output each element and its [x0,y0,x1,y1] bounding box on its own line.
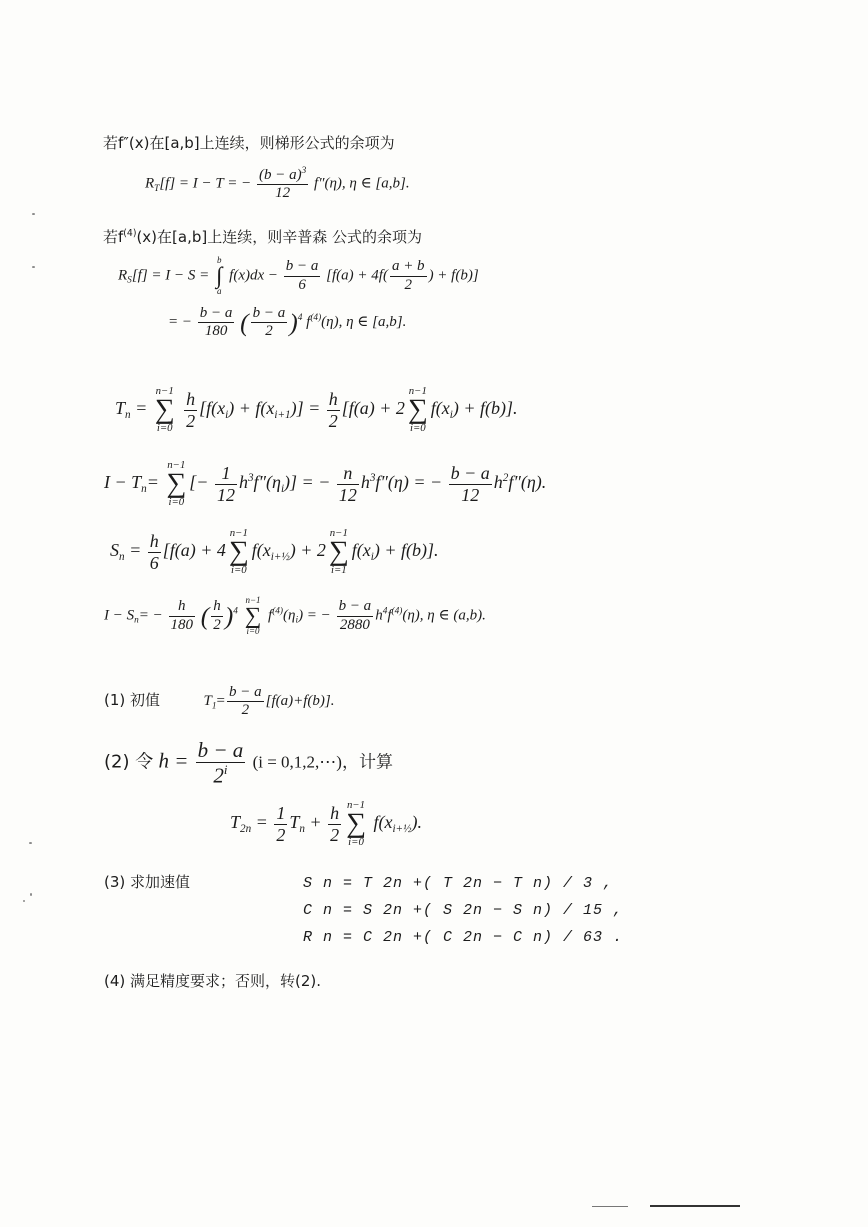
fraction-denominator: 2 [265,323,273,340]
integral-lower: a [216,286,222,297]
fraction-denominator: 2 [241,702,250,719]
intro-text: 若f [103,228,124,247]
formula-text: h [360,472,370,493]
superscript: (4) [391,606,403,617]
formula-symbol: T [115,398,126,419]
step-1 [104,684,335,720]
fraction-numerator: b − a [284,258,321,276]
fraction [148,531,161,573]
formula-text: f(x [251,540,271,561]
superscript: 4 [297,313,303,324]
formula-text: f″(η [253,472,281,493]
formula-text: [− [189,472,209,493]
fraction-numerator: h [169,598,196,616]
formula-symbol: I − T [104,472,142,493]
step-3-line-2: C n = S 2n +( S 2n − S n) / 15 , [303,902,624,919]
fraction-numerator: b − a [198,305,235,323]
formula-text: = − [138,607,163,624]
step-3-line-1: S n = T 2n +( T 2n − T n) / 3 , [303,875,614,892]
fraction-denominator: 2880 [339,616,370,633]
fraction-denominator: 12 [275,185,291,202]
fraction [211,598,223,634]
fraction [169,598,196,634]
step-2-label: (2) 令 [104,751,154,773]
fraction-numerator: h [211,598,223,616]
sum-upper: n−1 [229,527,248,539]
superscript: 4 [382,606,388,617]
sum-lower: i=0 [168,496,185,509]
summation-sign: n−1 ∑ i=0 [407,385,428,435]
fraction-denominator: 2 [276,824,286,845]
formula-text: T [289,812,300,833]
sum-upper: n−1 [346,799,366,811]
sum-upper: n−1 [329,527,348,539]
fraction [284,258,321,294]
formula-text: (η [283,607,296,624]
formula-text: h [493,472,503,493]
formula-text: [f] = I − S = [131,267,214,284]
formula-symbol: R [145,175,155,192]
formula-text: [f(x [199,398,226,419]
superscript: 2 [502,471,509,484]
scan-edge-mark [650,1205,740,1207]
scan-speck [29,842,32,844]
formula-text: = [129,540,142,561]
formula-text: = [216,693,225,710]
step-1-label: (1) 初值 [104,691,161,710]
formula-subscript: n [299,823,305,836]
step-2 [104,738,393,788]
formula-text: f(x [373,812,393,833]
summation-sign: n−1 ∑ i=0 [244,595,262,637]
step-4: (4) 满足精度要求；否则，转(2). [104,972,322,990]
step-3-line-3: R n = C 2n +( C 2n − C n) / 63 . [303,929,624,946]
formula-text: (η), η ∈ (a,b). [402,607,486,624]
sum-lower: i=0 [348,836,364,849]
summation-sign: n−1 ∑ i=0 [346,799,366,849]
formula-text: [f(a) + 4f( [326,267,388,284]
formula-text: [f(a) + 2 [341,398,405,419]
summation-sign: n−1 ∑ i=1 [328,527,349,577]
formula-symbol: T [203,693,212,710]
formula-subscript: i+½ [392,823,412,836]
fraction [327,389,340,431]
formula-subscript: n [134,615,139,626]
formula-text: )] = − [284,472,331,493]
superscript: 3 [369,471,376,484]
superscript: (4) [310,313,322,324]
fraction-denominator: 2 [186,410,196,431]
formula-text: f(x)dx − [229,267,279,284]
formula-text: = [135,398,148,419]
sum-upper: n−1 [167,459,186,471]
summation-sign: n−1 ∑ i=0 [228,527,249,577]
trapezoid-error-formula [104,460,546,508]
formula-subscript: S [127,275,132,286]
fraction [337,598,374,634]
fraction-numerator: (b − a) [259,167,302,184]
formula-text: f(x [430,398,450,419]
integral-sign: b ∫ a [216,255,223,297]
fraction-numerator: h [186,388,196,409]
fraction-numerator: n [337,463,359,485]
simpson-remainder-intro [103,229,422,245]
composite-simpson-formula [110,528,439,576]
formula-subscript: n [125,409,131,422]
sum-lower: i=0 [409,422,426,435]
formula-text: h = [158,748,189,773]
formula-text: h [375,607,383,624]
trapezoid-remainder-formula [145,166,410,203]
simpson-remainder-line-1 [118,256,479,296]
fraction-numerator: 1 [215,463,237,485]
fraction-numerator: b − a [197,738,244,762]
formula-subscript: n [119,551,125,564]
formula-subscript: i [370,551,374,564]
formula-subscript: i+½ [270,551,290,564]
simpson-remainder-line-2: = − $\frac{b - a}{180}$ ( $\frac{b - a}{2}$ )$^4$ $f^{(4)}(\eta)$, η ∈ [a,b]. [168,305,407,340]
fraction [274,803,287,845]
fraction-numerator: b − a [450,462,490,483]
fraction-denominator: 180 [204,323,228,340]
fraction [227,684,264,720]
formula-text: = [255,812,268,833]
fraction [198,305,235,341]
formula-text: ) + f(b)]. [373,540,439,561]
superscript: 3 [247,471,254,484]
formula-subscript: i [280,483,285,496]
formula-text: (i = 0,1,2,⋯)，计算 [252,752,393,772]
formula-text: f″(η). [508,472,547,493]
scan-speck [30,893,32,896]
formula-text: f″(η), η ∈ [a,b]. [314,175,410,192]
formula-text: = − [168,314,192,331]
formula-subscript: T [154,183,160,194]
fraction-numerator: h [149,530,159,551]
sum-lower: i=0 [230,564,247,577]
formula-subscript: 1 [211,701,217,712]
fraction-denominator: 12 [216,484,235,505]
formula-text: = [146,472,159,493]
scan-speck [32,213,35,215]
fraction-denominator: 2 [213,616,221,633]
fraction-denominator: 6 [149,552,159,573]
superscript: i [223,762,228,778]
fraction-denominator: 12 [338,484,357,505]
formula-subscript: i [449,409,453,422]
fraction [257,166,308,203]
fraction-denominator: 12 [461,484,480,505]
formula-subscript: i [225,409,229,422]
formula-text: ) + 2 [289,540,326,561]
fraction-denominator: 2 [213,763,224,788]
simpson-error-formula: $I - S_n=$ − $\frac{h}{180}$ ( $\frac{h}{2}$ )$^4$ n−1 ∑ i=0 $f^{(4)}(\eta_i)$ = − $\frac{b - a}{2880}$ $h^4f^{(4)}(\eta)$, η ∈ (a,b). [104,595,486,637]
fraction-numerator: 1 [276,802,286,823]
fraction-numerator: b − a [337,598,374,616]
formula-symbol: T [230,812,241,833]
formula-text: ) + f(b)]. [452,398,518,419]
formula-text: [f(a)+f(b)]. [265,693,335,710]
step-3-label: (3) 求加速值 [104,873,191,891]
formula-text: + [309,812,322,833]
sum-lower: i=0 [246,626,260,637]
formula-subscript: n [141,483,147,496]
fraction [251,305,288,341]
fraction-numerator: h [328,388,338,409]
formula-subscript: i+1 [274,409,291,422]
fraction [390,258,427,294]
formula-text: [f] = I − T = − [159,175,252,192]
fraction-numerator: b − a [251,305,288,323]
formula-text: f [268,607,273,624]
fraction [184,389,197,431]
formula-text: f″(η) = − [375,472,443,493]
superscript: 4 [233,606,238,617]
step-2-formula [230,800,422,848]
fraction-numerator: b − a [227,684,264,702]
formula-text: (η), η ∈ [a,b]. [321,314,407,331]
fraction [449,463,492,505]
formula-text: f [387,607,392,624]
sum-upper: n−1 [245,595,261,605]
formula-text: ) + f(b)] [428,267,479,284]
fraction-denominator: 2 [404,276,412,293]
formula-text: ) = − [298,607,331,624]
fraction-denominator: 180 [170,616,194,633]
summation-sign: n−1 ∑ i=0 [166,459,187,509]
trapezoid-remainder-intro [103,136,395,151]
trapezoid-intro-text: 若f″(x)在[a,b]上连续，则梯形公式的余项为 [103,134,395,152]
formula-text: h [238,472,248,493]
integral-upper: b [216,255,222,265]
summation-sign: n−1 ∑ i=0 [154,385,175,435]
scan-speck [32,266,35,268]
fraction [215,463,237,505]
formula-text: f(x [351,540,371,561]
intro-text: (x)在[a,b]上连续，则辛普森 公式的余项为 [136,228,422,247]
superscript: 3 [301,166,307,176]
fraction [337,463,359,505]
fraction [196,738,246,788]
formula-symbol: R [118,267,128,284]
formula-symbol: S [110,540,119,561]
composite-trapezoid-formula [115,386,518,434]
fraction [328,803,341,845]
fraction-denominator: 2 [328,410,338,431]
scan-edge-mark [592,1206,628,1207]
formula-text: f [306,314,311,331]
fraction-denominator: 6 [298,276,306,293]
superscript: (4) [272,606,284,617]
fraction-numerator: h [330,802,340,823]
fraction-denominator: 2 [330,824,340,845]
sum-upper: n−1 [408,385,427,397]
sum-lower: i=1 [330,564,347,577]
fraction-numerator: a + b [390,258,427,276]
formula-symbol: I − S [104,607,135,624]
superscript: (4) [123,228,137,239]
formula-subscript: i [295,615,299,626]
formula-text: [f(a) + 4 [162,540,226,561]
formula-text: )] = [290,398,321,419]
formula-subscript: 2n [240,823,252,836]
formula-text: ). [411,812,422,833]
sum-lower: i=0 [156,422,173,435]
sum-upper: n−1 [155,385,174,397]
formula-text: ) + f(x [228,398,275,419]
scan-speck [23,900,25,902]
